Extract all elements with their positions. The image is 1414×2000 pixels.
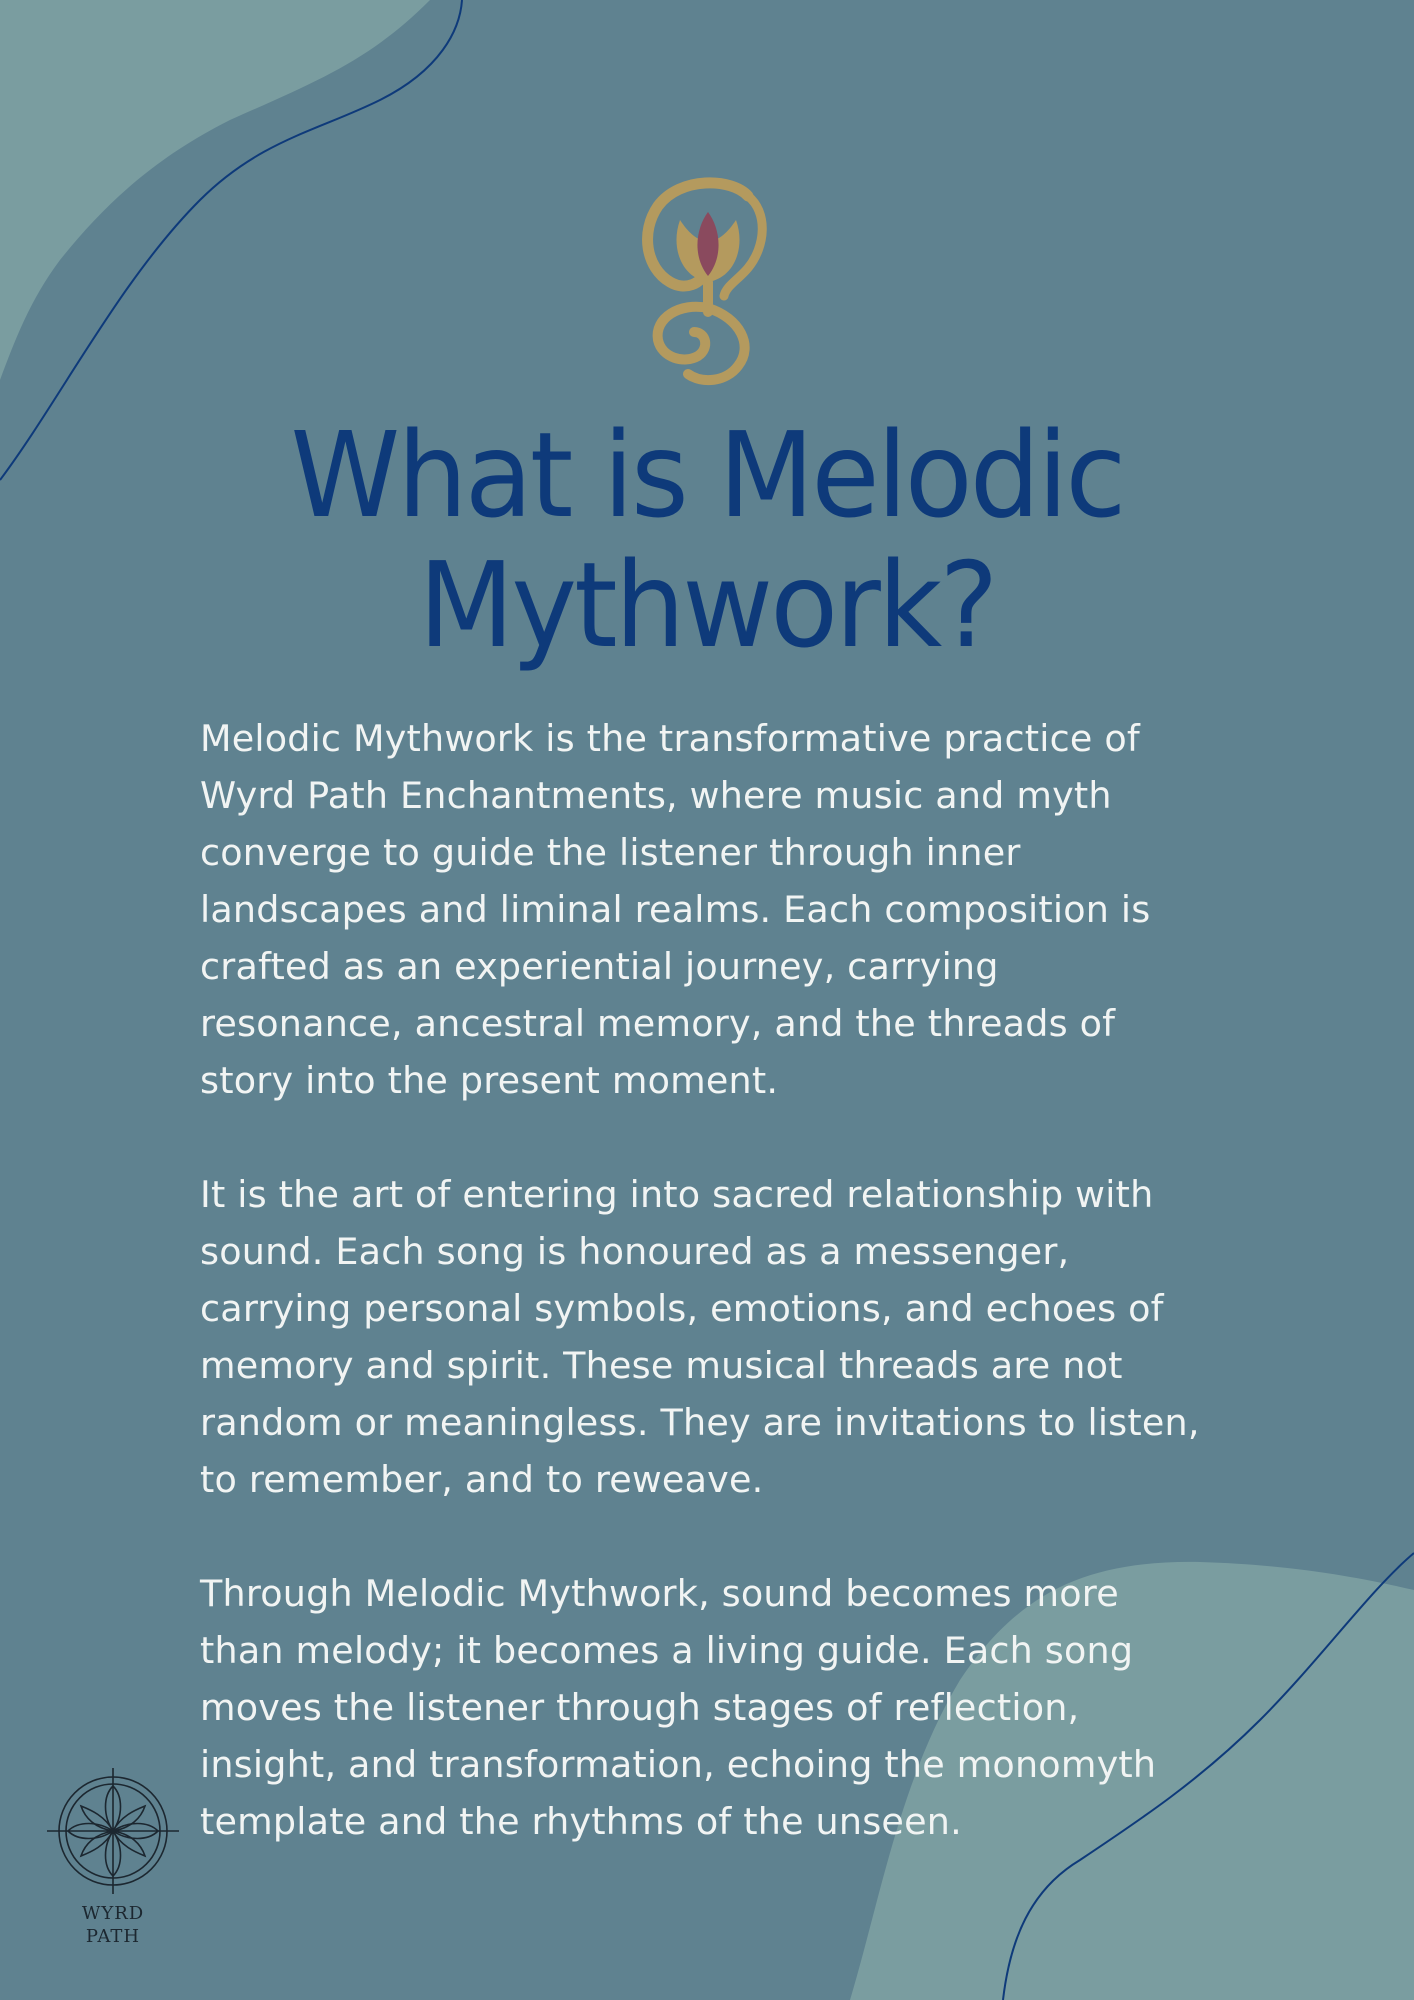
logo-text: WYRD PATH [81, 1903, 145, 1947]
paragraph: It is the art of entering into sacred relationship with sound. Each song is honoured as a messenger, carrying personal symbols, emotions, and echoes of memory and spirit. These musical threads are not random or meaningless. They are invitations to listen, to remember, and to reweave. [200, 1173, 1200, 1501]
paragraph: Through Melodic Mythwork, sound becomes more than melody; it becomes a living guide. Each song moves the listener through stages of reflection, insight, and transformation, echoing the monomyth template and the rhythms of the unseen. [200, 1572, 1157, 1843]
body-text [200, 710, 1240, 1907]
tulip-swirl-icon [640, 176, 774, 390]
compass-flower-icon [45, 1766, 181, 1896]
brand-logo [45, 1766, 181, 1946]
page-title: What is Melodic Mythwork? [290, 406, 1124, 674]
paragraph: Melodic Mythwork is the transformative practice of Wyrd Path Enchantments, where music and myth converge to guide the listener through inner landscapes and liminal realms. Each composition is crafted as an experiential journey, carrying resonance, ancestral memory, and the threads of story into the present moment. [200, 717, 1151, 1102]
